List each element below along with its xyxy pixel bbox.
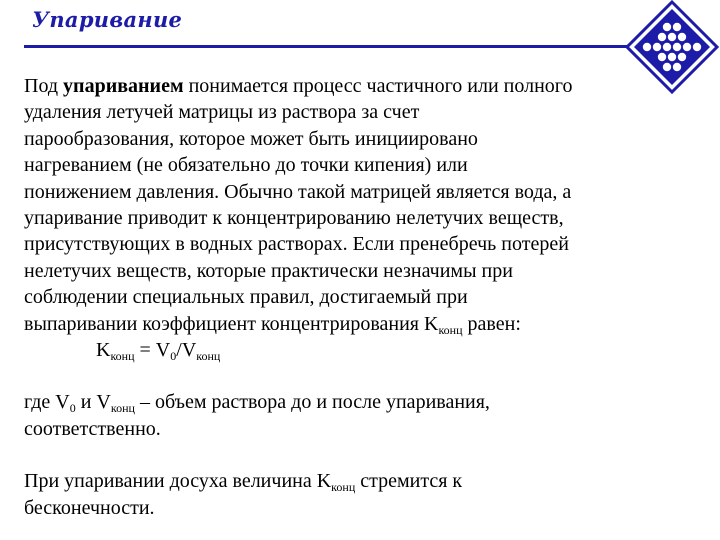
- text-line: нагреванием (не обязательно до точки кипения) или: [24, 154, 468, 177]
- text-line: парообразования, которое может быть инициировано: [24, 127, 478, 150]
- emphasis-term: упариванием: [63, 75, 184, 97]
- slide-title: Упаривание: [32, 7, 183, 32]
- text-line: нелетучих веществ, которые практически незначимы при: [24, 259, 513, 282]
- text-line: упаривание приводит к концентрированию нелетучих веществ,: [24, 207, 564, 230]
- text-line: выпаривании коэффициент концентрирования $K_{конц}$ равен:: [24, 312, 521, 337]
- title-underline: [24, 45, 646, 48]
- text-line: где $V_0$ и $V_{конц}$ – объем раствора до и после упаривания,: [24, 391, 490, 416]
- text-line: удаления летучей матрицы из раствора за счет: [24, 101, 420, 124]
- slide-body: [24, 73, 714, 521]
- concentration-formula: $K_{конц} = V_0/V_{конц}$: [96, 339, 221, 364]
- text-line: При упаривании досуха величина $K_{конц}$ стремится к: [24, 470, 463, 495]
- spacer: [24, 442, 714, 468]
- text-line: понижением давления. Обычно такой матрицей является вода, а: [24, 180, 572, 203]
- text-line: соответственно.: [24, 417, 161, 440]
- text-line: соблюдении специальных правил, достигаемый при: [24, 286, 468, 309]
- text-line: присутствующих в водных растворах. Если пренебречь потерей: [24, 233, 569, 256]
- spacer: [24, 363, 714, 389]
- text-line: Под упариванием понимается процесс частичного или полного: [24, 75, 573, 97]
- text-line: бесконечности.: [24, 496, 155, 519]
